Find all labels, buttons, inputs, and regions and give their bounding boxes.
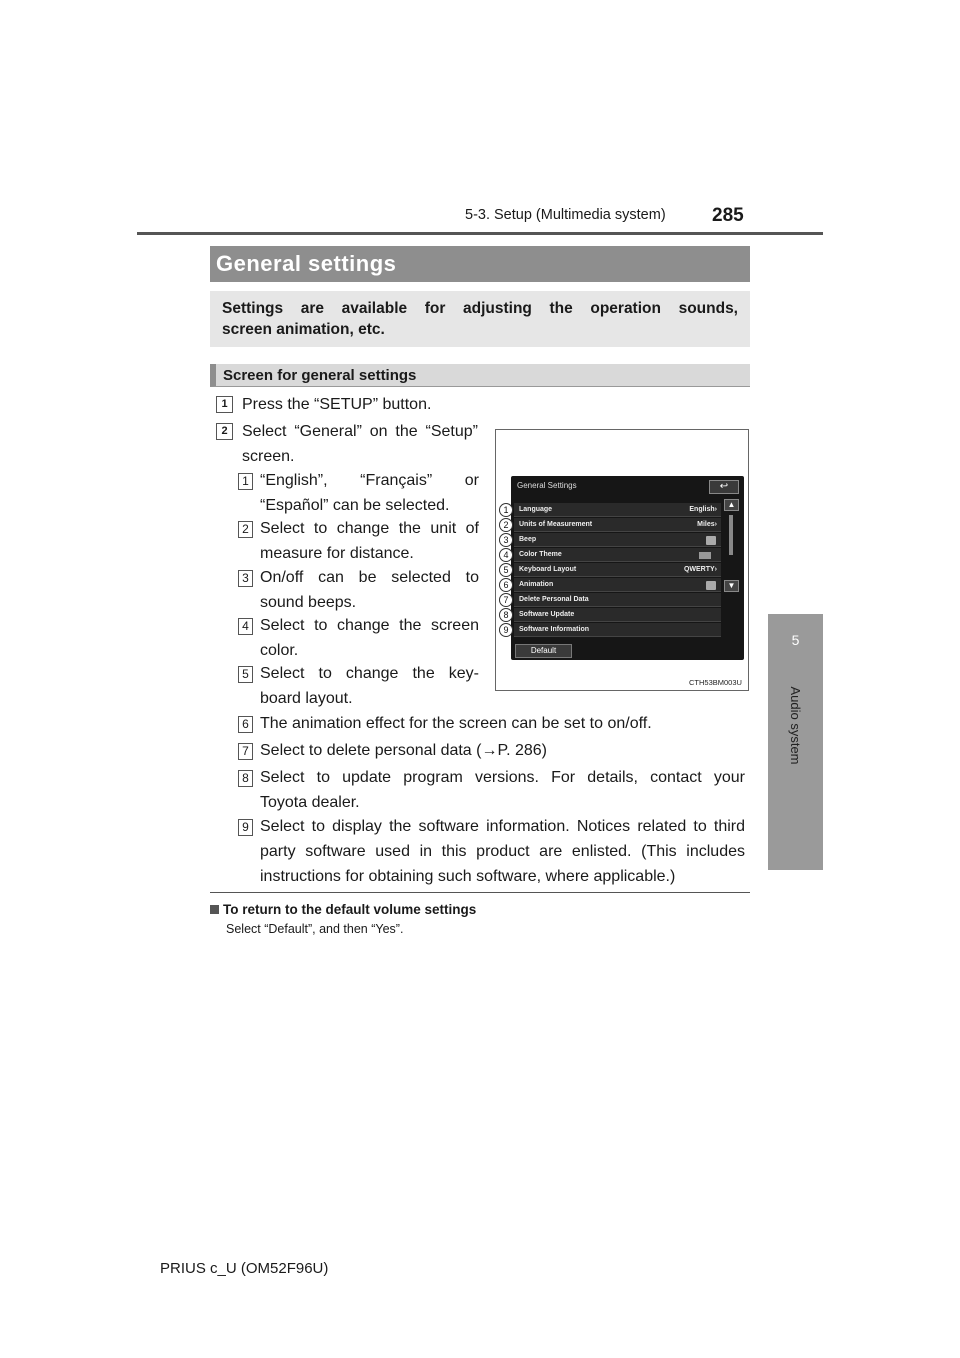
scrollbar-thumb[interactable] (729, 515, 733, 555)
menu-label: Language (519, 506, 553, 513)
item-number-2: 2 (238, 521, 253, 538)
step-2-text-line-1: Select “General” on the “Setup” (242, 423, 478, 440)
item-3-line-1: On/off can be selected to (260, 569, 479, 586)
callout-4: 4 (499, 548, 513, 562)
item-4-line-2: color. (260, 642, 299, 659)
callout-3: 3 (499, 533, 513, 547)
step-2-text-line-2: screen. (242, 448, 295, 465)
side-tab-number: 5 (791, 632, 800, 648)
item-8-line-2: Toyota dealer. (260, 794, 360, 811)
item-6-line-1: The animation effect for the screen can be set to on/off. (260, 715, 652, 732)
item-8-line-1: Select to update program versions. For details, contact your (260, 769, 745, 786)
callout-5: 5 (499, 563, 513, 577)
item-5-line-1: Select to change the key- (260, 665, 479, 682)
callout-8: 8 (499, 608, 513, 622)
chapter-header: 5-3. Setup (Multimedia system) (465, 207, 666, 223)
menu-label: Color Theme (519, 551, 562, 558)
item-number-3: 3 (238, 570, 253, 587)
callout-2: 2 (499, 518, 513, 532)
item-number-7: 7 (238, 743, 253, 760)
item-1-line-1: “English”, “Français” or (260, 472, 479, 489)
item-number-6: 6 (238, 716, 253, 733)
step-number-1: 1 (216, 396, 233, 413)
menu-value: English› (689, 506, 717, 513)
note-text: Select “Default”, and then “Yes”. (226, 922, 404, 936)
item-number-9: 9 (238, 819, 253, 836)
item-number-8: 8 (238, 770, 253, 787)
default-button[interactable]: Default (515, 644, 572, 658)
item-number-1: 1 (238, 473, 253, 490)
section-title: General settings (216, 251, 397, 276)
page-number: 285 (712, 205, 744, 226)
menu-value: QWERTY› (683, 566, 717, 573)
step-number-2: 2 (216, 423, 233, 440)
step-1-text: Press the “SETUP” button. (242, 396, 432, 413)
intro-text-line-2: screen animation, etc. (222, 321, 385, 338)
header-rule (137, 232, 823, 235)
callout-1: 1 (499, 503, 513, 517)
footer-model: PRIUS c_U (OM52F96U) (160, 1260, 329, 1277)
intro-text-line-1: Settings are available for adjusting the operation sounds, (222, 300, 738, 317)
section-divider (210, 892, 750, 893)
item-9-line-3: instructions for obtaining such software, where applicable.) (260, 868, 676, 885)
menu-label: Delete Personal Data (519, 596, 589, 603)
checkbox-icon[interactable] (706, 536, 716, 545)
note-heading-text: To return to the default volume settings (223, 902, 477, 917)
checkbox-icon[interactable] (706, 581, 716, 590)
side-tab-label: Audio system (788, 686, 803, 765)
menu-label: Software Update (519, 611, 575, 618)
menu-value: Miles› (697, 521, 717, 528)
item-number-5: 5 (238, 666, 253, 683)
menu-label: Beep (519, 536, 537, 543)
menu-label: Units of Measurement (519, 521, 593, 528)
item-7-line-1: Select to delete personal data (→P. 286) (260, 742, 547, 759)
menu-row-beep[interactable] (514, 533, 721, 547)
item-1-line-2: “Español” can be selected. (260, 497, 450, 514)
callout-6: 6 (499, 578, 513, 592)
menu-label: Animation (519, 581, 554, 588)
item-9-line-2: party software used in this product are enlisted. (This includes (260, 843, 745, 860)
back-arrow-icon[interactable]: ↩ (709, 480, 739, 494)
item-4-line-1: Select to change the screen (260, 617, 479, 634)
menu-label: Software Information (519, 626, 590, 633)
color-swatch-icon (699, 552, 711, 559)
note-heading (210, 902, 476, 917)
menu-label: Keyboard Layout (519, 566, 577, 573)
scroll-down-button[interactable]: ▼ (724, 580, 739, 592)
item-2-line-1: Select to change the unit of (260, 520, 479, 537)
callout-9: 9 (499, 623, 513, 637)
item-number-4: 4 (238, 618, 253, 635)
scroll-up-button[interactable]: ▲ (724, 499, 739, 511)
item-9-line-1: Select to display the software information. Notices related to third (260, 818, 745, 835)
item-2-line-2: measure for distance. (260, 545, 414, 562)
figure-code: CTH53BM003U (689, 678, 742, 687)
item-3-line-2: sound beeps. (260, 594, 357, 611)
item-5-line-2: board layout. (260, 690, 353, 707)
screen-title: General Settings (517, 481, 577, 490)
callout-7: 7 (499, 593, 513, 607)
subsection-title: Screen for general settings (223, 367, 417, 384)
square-bullet-icon (210, 905, 219, 914)
